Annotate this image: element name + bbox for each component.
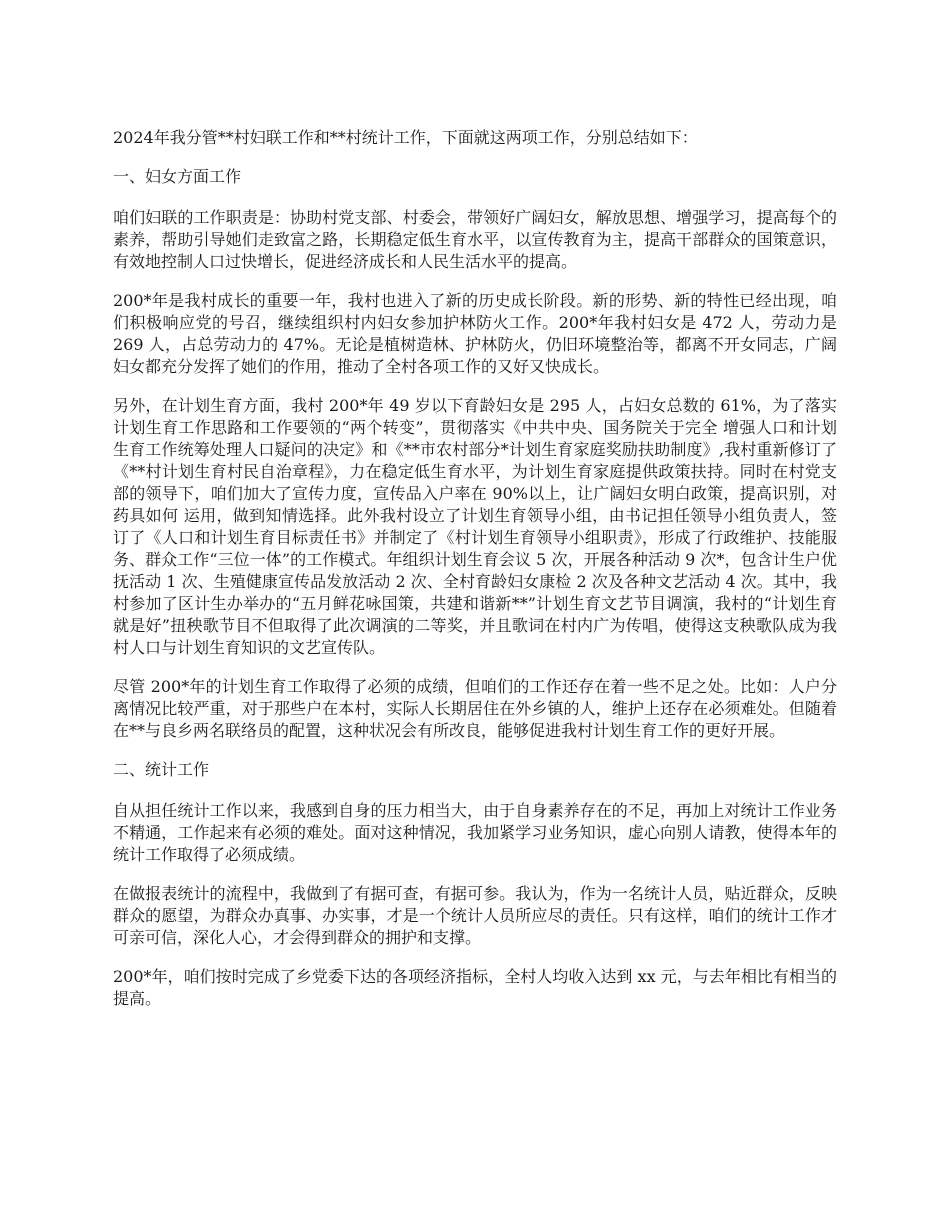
paragraph-economic-indicators: 200*年，咱们按时完成了乡党委下达的各项经济指标，全村人均收入达到 xx 元，与去年相比有相当的提高。 — [113, 967, 837, 1008]
section-heading-women-work: 一、妇女方面工作 — [113, 167, 242, 186]
intro-paragraph: 2024年我分管**村妇联工作和**村统计工作，下面就这两项工作，分别总结如下： — [113, 128, 698, 147]
paragraph-shortcomings: 尽管 200*年的计划生育工作取得了必须的成绩，但咱们的工作还存在着一些不足之处。比如：人户分离情况比较严重，对于那些户在本村，实际人长期居住在外乡镇的人，维护上还存在必须难处。但随着在**与良乡两名联络员的配置，这种状况会有所改良，能够促进我村计划生育工作的更好开展。 — [113, 677, 837, 740]
paragraph-family-planning: 另外，在计划生育方面，我村 200*年 49 岁以下育龄妇女是 295 人，占妇女总数的 61%，为了落实计划生育工作思路和工作要领的“两个转变”，贯彻落实《中共中央、国务院关于完全 增强人口和计划生育工作统筹处理人口疑问的决定》和《**市农村部分*计划生育家庭奖励扶助制度》,我村重新修订了《**村计划生育村民自治章程》，力在稳定低生育水平，为计划生育家庭提供政策扶持。同时在村党支部的领导下，咱们加大了宣传力度，宣传品入户率在 90%以上，让广阔妇女明白政策，提高识别，对药具如何 运用，做到知情选择。此外我村设立了计划生育领导小组，由书记担任领导小组负责人，签订了《人口和计划生育目标责任书》并制定了《村计划生育领导小组职责》，形成了行政维护、技能服务、群众工作“三位一体”的工作模式。年组织计划生育会议 5 次，开展各种活动 9 次*，包含计生户优抚活动 1 次、生殖健康宣传品发放活动 2 次、全村育龄妇女康检 2 次及各种文艺活动 4 次。其中，我村参加了区计生办举办的“五月鲜花咏国策，共建和谐新**”计划生育文艺节目调演，我村的“计划生育就是好”扭秧歌节目不但取得了此次调演的二等奖，并且歌词在村内广为传唱，使得这支秧歌队成为我村人口与计划生育知识的文艺宣传队。 — [113, 396, 837, 657]
paragraph-statistics-start: 自从担任统计工作以来，我感到自身的压力相当大，由于自身素养存在的不足，再加上对统计工作业务不精通，工作起来有必须的难处。面对这种情况，我加紧学习业务知识，虚心向别人请教，使得本年的统计工作取得了必须成绩。 — [113, 801, 837, 864]
paragraph-development-year: 200*年是我村成长的重要一年，我村也进入了新的历史成长阶段。新的形势、新的特性已经出现，咱们积极响应党的号召，继续组织村内妇女参加护林防火工作。200*年我村妇女是 472 人，劳动力是 269 人，占总劳动力的 47%。无论是植树造林、护林防火，仍旧环境整治等，都离不开女同志，广阔妇女都充分发挥了她们的作用，推动了全村各项工作的又好又快成长。 — [113, 291, 837, 376]
paragraph-duties: 咱们妇联的工作职责是：协助村党支部、村委会，带领好广阔妇女，解放思想、增强学习，提高每个的素养，帮助引导她们走致富之路，长期稳定低生育水平，以宣传教育为主，提高干部群众的国策意识，有效地控制人口过快增长，促进经济成长和人民生活水平的提高。 — [113, 208, 837, 271]
document-body — [113, 127, 837, 1027]
paragraph-statistics-process: 在做报表统计的流程中，我做到了有据可查，有据可参。我认为，作为一名统计人员，贴近群众，反映群众的愿望，为群众办真事、办实事，才是一个统计人员所应尽的责任。只有这样，咱们的统计工作才可亲可信，深化人心，才会得到群众的拥护和支撑。 — [113, 884, 837, 947]
section-heading-statistics-work: 二、统计工作 — [113, 760, 210, 779]
